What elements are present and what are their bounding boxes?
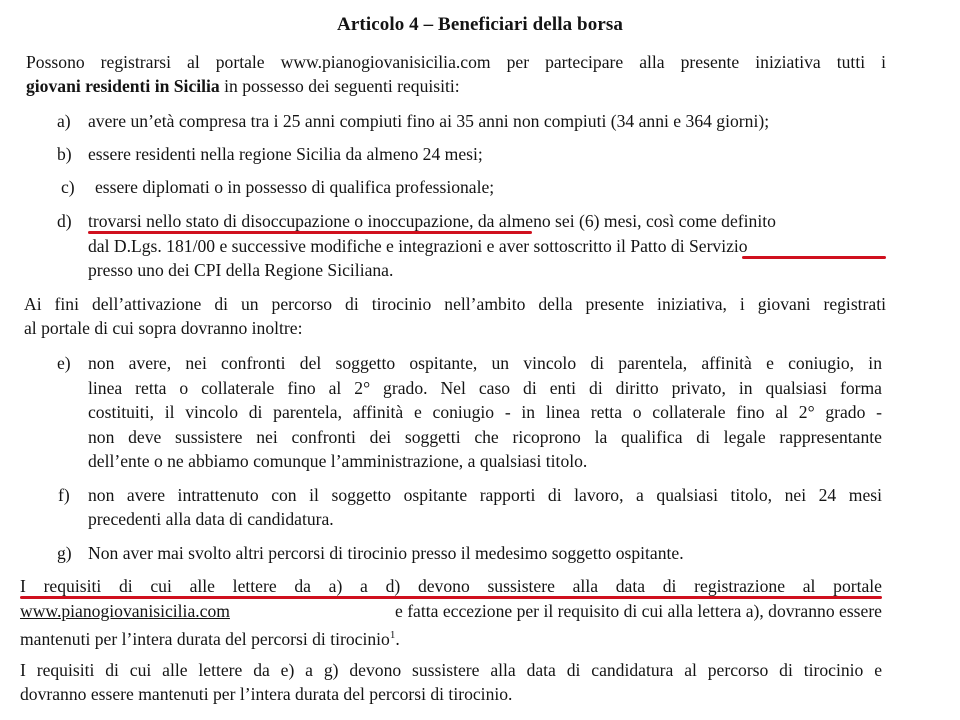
- red-underline-patto: [742, 256, 886, 259]
- portal-link[interactable]: www.pianogiovanisicilia.com: [20, 601, 230, 621]
- req-e-line-3: costituiti, il vincolo di parentela, affinità e coniugio - in linea retta o collaterale fino al 2° grado -: [88, 402, 882, 422]
- req-d-line-2-text: dal D.Lgs. 181/00 e successive modifiche e integrazioni e aver sottoscritto il: [88, 236, 631, 256]
- req-g-marker: g): [57, 543, 72, 563]
- req-e-line-1: non avere, nei confronti del soggetto ospitante, un vincolo di parentela, affinità e coniugio, in: [88, 353, 882, 373]
- para3-line-3: [20, 624, 400, 650]
- req-e-line-4: non deve sussistere nei confronti dei soggetti che ricoprono la qualifica di legale rappresentante: [88, 427, 882, 447]
- intro-line-2: [26, 75, 460, 97]
- req-f-line-2: precedenti alla data di candidatura.: [88, 509, 334, 529]
- req-e-marker: e): [57, 353, 71, 373]
- req-f-marker: f): [58, 485, 70, 505]
- para3-line-1: I requisiti di cui alle lettere da a) a d) devono sussistere alla data di registrazione al portale: [20, 576, 882, 596]
- req-b-text: essere residenti nella regione Sicilia da almeno 24 mesi;: [88, 144, 483, 164]
- intro-bold-text: giovani residenti in Sicilia: [26, 76, 220, 96]
- req-d-patto-text: Patto di Servizio: [630, 236, 748, 256]
- req-c-text: essere diplomati o in possesso di qualifica professionale;: [95, 177, 495, 197]
- red-underline-requisiti: [20, 596, 882, 599]
- para4-line-1: I requisiti di cui alle lettere da e) a g) devono sussistere alla data di candidatura al percorso di tirocinio e: [20, 660, 882, 680]
- req-d-line-2: [88, 235, 748, 257]
- para3-line-3-end: .: [395, 629, 400, 649]
- article-title: Articolo 4 – Beneficiari della borsa: [337, 14, 623, 35]
- req-f-line-1: non avere intrattenuto con il soggetto ospitante rapporti di lavoro, a qualsiasi titolo, nei 24 mesi: [88, 485, 882, 505]
- intro-line-1: Possono registrarsi al portale www.pianogiovanisicilia.com per partecipare alla presente iniziativa tutti i: [26, 52, 886, 72]
- req-a-text: avere un’età compresa tra i 25 anni compiuti fino ai 35 anni non compiuti (34 anni e 364 giorni);: [88, 111, 770, 131]
- para2-line-1: Ai fini dell’attivazione di un percorso di tirocinio nell’ambito della presente iniziativa, i giovani registrati: [24, 294, 886, 314]
- para3-line-3-text: mantenuti per l’intera durata del percorsi di tirocinio: [20, 629, 390, 649]
- para4-line-2: dovranno essere mantenuti per l’intera durata del percorsi di tirocinio.: [20, 684, 513, 704]
- req-d-line-1: [88, 210, 776, 232]
- footnote-marker[interactable]: 1: [389, 629, 396, 641]
- req-e-line-2: linea retta o collaterale fino al 2° grado. Nel caso di enti di diritto privato, in qualsiasi forma: [88, 378, 882, 398]
- req-a-marker: a): [57, 111, 71, 131]
- req-e-line-5: dell’ente o ne abbiamo comunque l’amministrazione, a qualsiasi titolo.: [88, 451, 588, 471]
- req-d-line-3: presso uno dei CPI della Regione Siciliana.: [88, 260, 394, 280]
- req-d-marker: d): [57, 211, 72, 231]
- intro-line-2-rest: in possesso dei seguenti requisiti:: [219, 76, 460, 96]
- red-underline-disoccupazione: [88, 231, 532, 234]
- req-c-marker: c): [61, 177, 75, 197]
- para3-line-2: [20, 600, 882, 622]
- req-g-text: Non aver mai svolto altri percorsi di tirocinio presso il medesimo soggetto ospitante.: [88, 543, 684, 563]
- req-d-underlined-text: trovarsi nello stato di disoccupazione o inoccupazione: [88, 211, 470, 231]
- para3-line-2-rest: e fatta eccezione per il requisito di cui alla lettera a), dovranno essere: [394, 601, 882, 621]
- req-d-line-1-rest: , da almeno sei (6) mesi, così come definito: [469, 211, 776, 231]
- req-b-marker: b): [57, 144, 72, 164]
- para2-line-2: al portale di cui sopra dovranno inoltre:: [24, 318, 303, 338]
